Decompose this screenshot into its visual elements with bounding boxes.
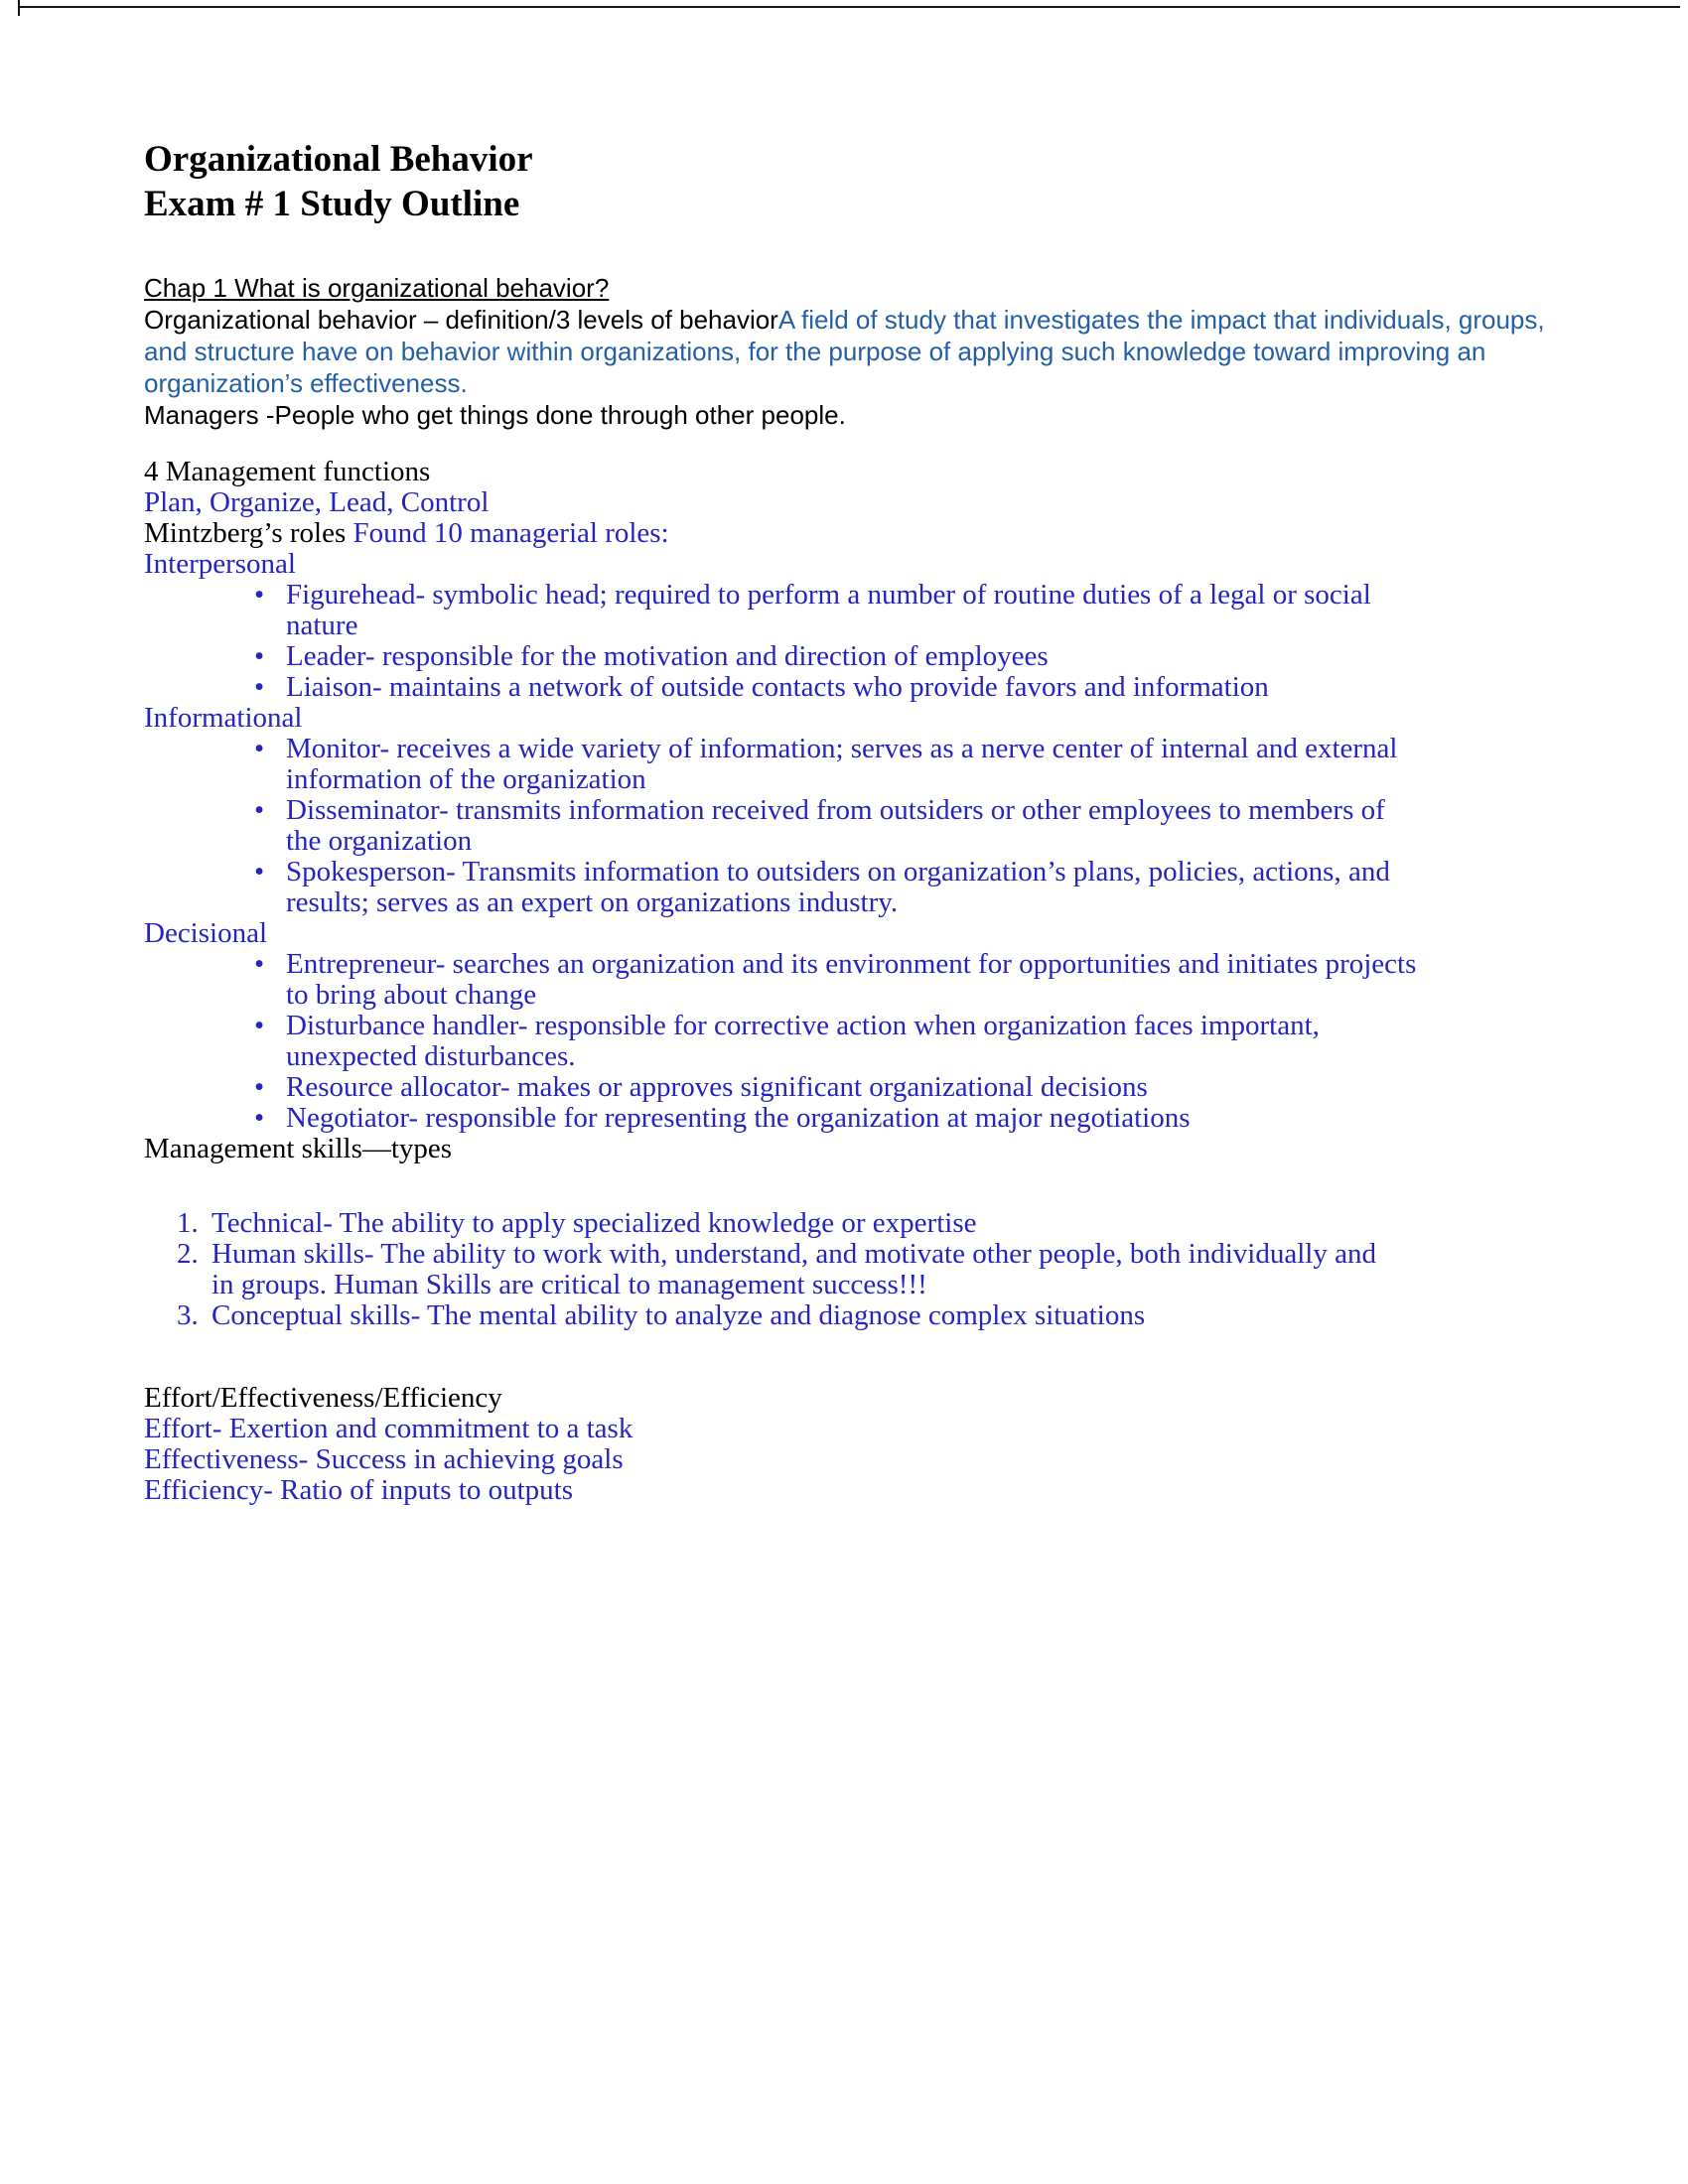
bullet-item: • Liaison- maintains a network of outside contacts who provide favors and information xyxy=(250,672,1418,703)
label-interpersonal: Interpersonal xyxy=(144,548,296,580)
label-informational: Informational xyxy=(144,702,303,734)
decisional-list xyxy=(144,949,1554,1134)
managers-line: Managers -People who get things done through other people. xyxy=(144,400,846,430)
bullet-item: • Disseminator- transmits information received from outsiders or other employees to members of the organization xyxy=(250,795,1418,857)
bullet-item: • Spokesperson- Transmits information to outsiders on organization’s plans, policies, actions, and results; serves as an expert on organizations industry. xyxy=(250,857,1418,918)
interpersonal-list xyxy=(144,580,1554,703)
title-line-2: Exam # 1 Study Outline xyxy=(144,184,520,224)
heading-management-skills: Management skills—types xyxy=(144,1133,453,1164)
spacer xyxy=(144,431,1554,457)
bullet-item: • Disturbance handler- responsible for corrective action when organization faces important, unexpected disturbances. xyxy=(250,1011,1418,1072)
chapter-heading: Chap 1 What is organizational behavior? xyxy=(144,273,610,303)
mintzberg-roles-line xyxy=(144,518,1554,549)
label-decisional: Decisional xyxy=(144,917,268,949)
heading-effort-effectiveness-efficiency: Effort/Effectiveness/Efficiency xyxy=(144,1382,502,1414)
effectiveness-line: Effectiveness- Success in achieving goals xyxy=(144,1443,624,1475)
definition-text: A field of study that investigates the impact that individuals, groups, and structure have on behavior within organizations, for the purpose of applying such knowledge toward improving an organization’s effectiveness. xyxy=(144,305,1545,398)
skill-item: Human skills- The ability to work with, understand, and motivate other people, both individually and in groups. Human Skills are critical to management success!!! xyxy=(211,1238,1376,1300)
bullet-item: • Negotiator- responsible for representing the organization at major negotiations xyxy=(250,1103,1418,1134)
bullet-item: • Leader- responsible for the motivation and direction of employees xyxy=(250,641,1418,672)
skill-item: Conceptual skills- The mental ability to analyze and diagnose complex situations xyxy=(211,1299,1146,1331)
page-title xyxy=(144,137,1554,226)
scan-artifact-top-line xyxy=(18,6,1680,8)
informational-list xyxy=(144,734,1554,918)
management-functions-values: Plan, Organize, Lead, Control xyxy=(144,486,490,518)
skill-item: Technical- The ability to apply specialized knowledge or expertise xyxy=(211,1207,977,1239)
efficiency-line: Efficiency- Ratio of inputs to outputs xyxy=(144,1474,573,1506)
effort-line: Effort- Exertion and commitment to a task xyxy=(144,1413,633,1444)
scan-artifact-left-tick xyxy=(18,0,20,16)
bullet-item: • Figurehead- symbolic head; required to perform a number of routine duties of a legal or social nature xyxy=(250,580,1418,641)
title-line-1: Organizational Behavior xyxy=(144,139,533,180)
bullet-item: • Resource allocator- makes or approves significant organizational decisions xyxy=(250,1072,1418,1103)
definition-label: Organizational behavior – definition/3 levels of behavior xyxy=(144,305,778,335)
heading-management-functions: 4 Management functions xyxy=(144,456,431,487)
bullet-item: • Monitor- receives a wide variety of information; serves as a nerve center of internal and external information of the organization xyxy=(250,734,1418,795)
mintzberg-label: Mintzberg’s roles xyxy=(144,517,353,549)
management-skills-list xyxy=(144,1208,1554,1331)
document-page xyxy=(144,137,1554,1506)
bullet-item: • Entrepreneur- searches an organization and its environment for opportunities and initiates projects to bring about change xyxy=(250,949,1418,1011)
definition-paragraph xyxy=(144,304,1554,399)
mintzberg-value: Found 10 managerial roles: xyxy=(352,517,669,549)
